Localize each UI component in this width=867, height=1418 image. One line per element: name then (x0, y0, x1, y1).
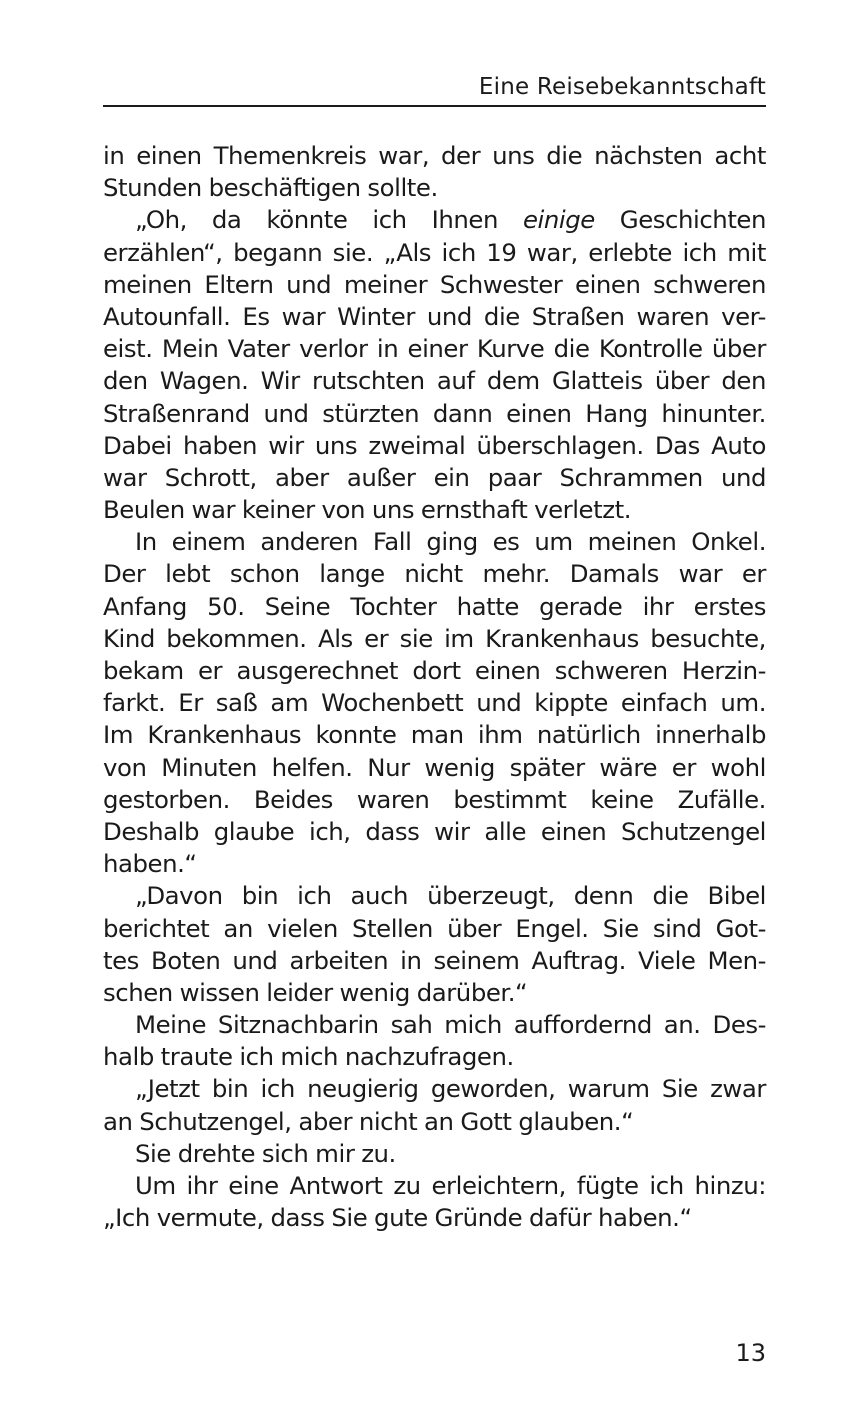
emphasized-word: einige (522, 205, 595, 235)
text-line: von Minuten helfen. Nur wenig später wäre er wohl (103, 752, 766, 782)
text-line: Dabei haben wir uns zweimal überschlagen. Das Auto (103, 430, 766, 460)
text-line: „Davon bin ich auch überzeugt, denn die Bibel (135, 881, 766, 911)
text-line: Beulen war keiner von uns ernsthaft verletzt. (103, 495, 631, 525)
text-line: Um ihr eine Antwort zu erleichtern, fügte ich hinzu: (135, 1171, 766, 1200)
text-line: schen wissen leider wenig darüber.“ (103, 977, 528, 1007)
text-segment: Geschichten (594, 205, 766, 235)
text-line: den Wagen. Wir rutschten auf dem Glatteis über den (103, 366, 766, 396)
text-line: „Jetzt bin ich neugierig geworden, warum Sie zwar (135, 1074, 766, 1104)
text-line: an Schutzengel, aber nicht an Gott glauben.“ (103, 1106, 634, 1136)
text-line: gestorben. Beides waren bestimmt keine Zufälle. (103, 784, 766, 814)
page-number: 13 (735, 1339, 766, 1367)
text-line: farkt. Er saß am Wochenbett und kippte einfach um. (103, 688, 766, 718)
text-line: Straßenrand und stürzten dann einen Hang hinunter. (103, 398, 766, 428)
text-line: Sie drehte sich mir zu. (135, 1138, 396, 1168)
text-line: In einem anderen Fall ging es um meinen Onkel. (135, 527, 766, 557)
text-line: Stunden beschäftigen sollte. (103, 173, 438, 203)
text-line: „Ich vermute, dass Sie gute Gründe dafür haben.“ (103, 1203, 692, 1233)
running-head: Eine Reisebekanntschaft (478, 74, 766, 100)
text-line: haben.“ (103, 849, 197, 879)
text-line: war Schrott, aber außer ein paar Schrammen und (103, 462, 766, 492)
text-line: Kind bekommen. Als er sie im Krankenhaus besuchte, (103, 623, 766, 653)
text-line: Im Krankenhaus konnte man ihm natürlich innerhalb (103, 720, 766, 750)
text-line: Anfang 50. Seine Tochter hatte gerade ihr erstes (103, 591, 766, 621)
text-segment: „Oh, da könnte ich Ihnen (135, 205, 523, 235)
header-rule (103, 105, 766, 107)
text-line: Der lebt schon lange nicht mehr. Damals war er (103, 559, 766, 589)
text-line: in einen Themenkreis war, der uns die nächsten acht (103, 141, 766, 170)
text-line: Deshalb glaube ich, dass wir alle einen Schutzengel (103, 816, 766, 846)
body-text (103, 140, 766, 1234)
text-line: bekam er ausgerechnet dort einen schweren Herzin- (103, 656, 766, 685)
text-line: berichtet an vielen Stellen über Engel. Sie sind Got- (103, 913, 766, 943)
text-line: meinen Eltern und meiner Schwester einen schweren (103, 269, 766, 299)
text-line: halb traute ich mich nachzufragen. (103, 1042, 514, 1072)
text-line: erzählen“, begann sie. „Als ich 19 war, erlebte ich mit (103, 237, 766, 267)
text-line (103, 204, 766, 236)
text-line: Meine Sitznachbarin sah mich auffordernd an. Des- (135, 1010, 766, 1040)
text-line: tes Boten und arbeiten in seinem Auftrag. Viele Men- (103, 945, 766, 975)
text-line: eist. Mein Vater verlor in einer Kurve die Kontrolle über (103, 334, 766, 364)
text-line: Autounfall. Es war Winter und die Straßen waren ver- (103, 301, 766, 331)
